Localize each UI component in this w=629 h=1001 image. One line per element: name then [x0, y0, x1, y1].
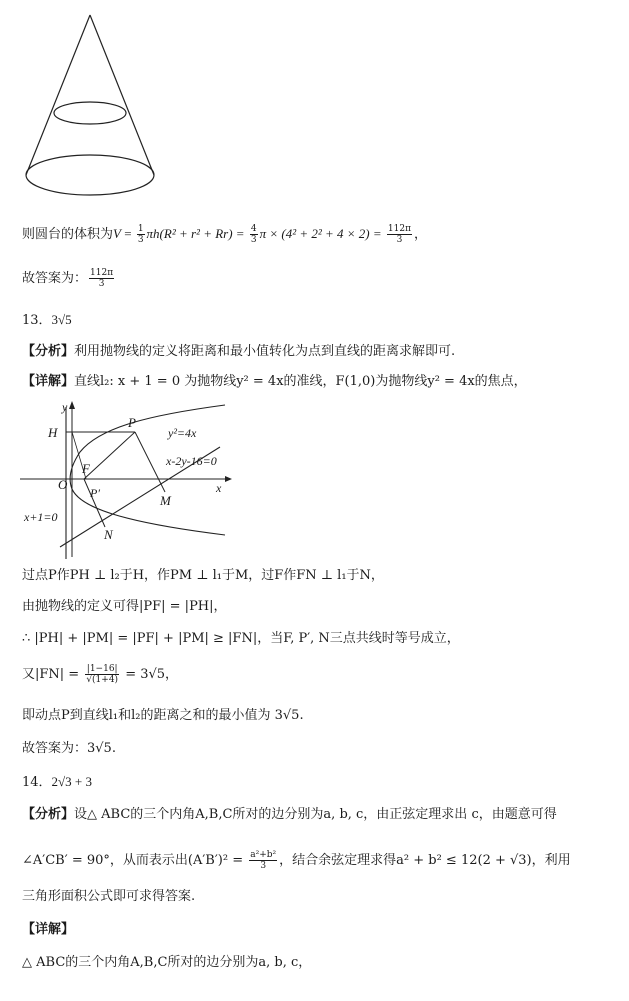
fraction: $\frac{|1-16|}{√(1+4)}$: [86, 664, 119, 685]
q13-line3: ∴ |PH| + |PM| = |PF| + |PM| ≥ |FN|，当F, P′, N三点共线时等号成立，: [22, 631, 460, 646]
q14-analysis-3: 三角形面积公式即可求得答案.: [22, 889, 196, 904]
cone-figure: [18, 5, 158, 205]
label-line1: x-2y-16=0: [166, 454, 217, 468]
fraction: $\frac{\text{a²+b²}}{3}$: [250, 850, 277, 871]
label-F: F: [82, 461, 90, 476]
q13-line2: 由抛物线的定义可得|PF| = |PH|，: [22, 599, 227, 614]
q13-analysis: 【分析】利用抛物线的定义将距离和最小值转化为点到直线的距离求解即可.: [22, 344, 456, 359]
fraction: $\frac{1}{3}$: [137, 224, 144, 245]
answer-12: 故答案为： $\frac{112\pi}{3}$: [22, 268, 114, 289]
q13-detail: 【详解】直线l₂: x + 1 = 0 为抛物线y² = 4x的准线，F(1,0)为抛物线y² = 4x的焦点，: [22, 374, 527, 389]
q13-line1: 过点P作PH ⊥ l₂于H，作PM ⊥ l₁于M，过F作FN ⊥ l₁于N，: [22, 568, 384, 583]
q14-analysis-1: 【分析】设△ ABC的三个内角A,B,C所对的边分别为a, b, c，由正弦定理求出 c，由题意可得: [22, 807, 557, 822]
q13-line4: 又|FN| = $\frac{|1-16|}{√(1+4)}$ = 3√5，: [22, 664, 179, 685]
label-O: O: [58, 477, 68, 492]
volume-line: 则圆台的体积为V = $\frac{1}{3}$ πh(R² + r² + Rr) = $\frac{4}{3}$ π × (4² + 2² + 4 × 2) = $\frac{112\pi}{3}$ ，: [22, 224, 428, 245]
q13-header: 13．3√5: [22, 312, 72, 328]
q14-header: 14．2√3 + 3: [22, 774, 93, 790]
label-P: P: [128, 415, 136, 430]
label-N: N: [104, 527, 113, 542]
q14-detail-tag: 【详解】: [22, 922, 75, 937]
label-H: H: [48, 425, 58, 440]
q13-line6: 故答案为：3√5.: [22, 741, 116, 756]
label-M: M: [160, 493, 171, 508]
label-y: y: [62, 400, 68, 414]
parabola-diagram: [20, 397, 250, 562]
fraction: $\frac{4}{3}$: [250, 224, 257, 245]
fraction: $\frac{112\pi}{3}$: [387, 224, 411, 245]
fraction: $\frac{112\pi}{3}$: [90, 268, 114, 289]
label-parabola: y²=4x: [168, 426, 197, 440]
q14-analysis-2: ∠A′CB′ = 90°，从而表示出(A′B′)² = $\frac{\text{a²+b²}}{3}$ ，结合余弦定理求得a² + b² ≤ 12(2 + √3)，利用: [22, 850, 571, 871]
label-x: x: [216, 481, 222, 495]
q14-detail-text: △ ABC的三个内角A,B,C所对的边分别为a, b, c，: [22, 955, 312, 970]
label-line2: x+1=0: [24, 510, 58, 524]
q13-line5: 即动点P到直线l₁和l₂的距离之和的最小值为 3√5.: [22, 708, 304, 723]
label-P-prime: P′: [90, 486, 100, 500]
